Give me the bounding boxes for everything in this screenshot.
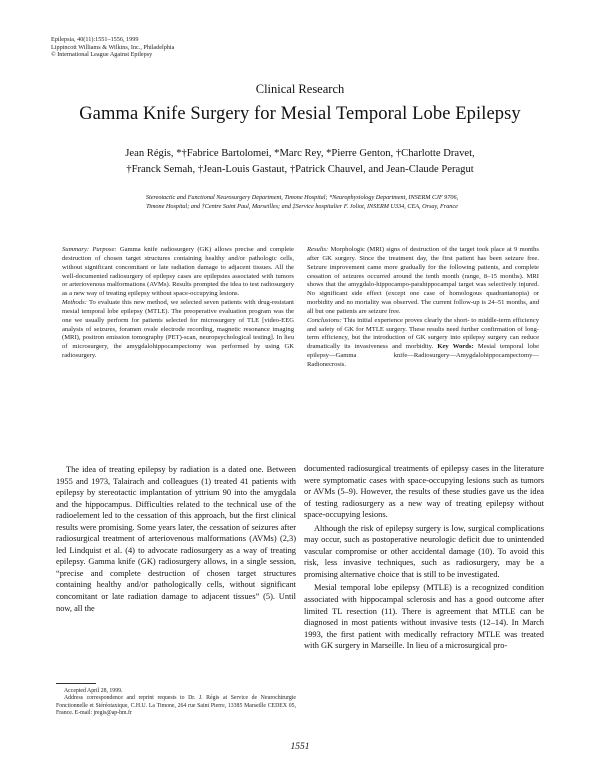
keywords-text: Mesial temporal lobe epilepsy—Gamma knife—Radiosurgery—Amygdalohippocampectomy—Radionecrosis. (307, 343, 539, 368)
affiliation-line: Stereotactic and Functional Neurosurgery Department, Timone Hospital; *Neurophysiology Department, INSERM CJF 9706, (145, 194, 459, 201)
masthead-line: © International League Against Epilepsy (51, 51, 153, 59)
masthead-line: Epilepsia, 40(11):1551–1556, 1999 (51, 36, 139, 43)
body-left-column (56, 464, 296, 614)
abstract-text: To evaluate this new method, we selected seven patients with drug-resistant mesial temporal lobe epilepsy (MTLE). The preoperative evaluation program was the one we usually perform for patients selected for microsurgery of TLE [video-EEG analysis of seizures, foramen ovale electrode recording, magnetic resonance imaging (MRI), positron emission tomography (PET)-scan, neuropsychological testing]. In lieu of microsurgery, the amygdalohippocampectomy was performed by using GK radiosurgery. (62, 299, 294, 360)
body-right-column (304, 463, 544, 652)
abstract-text: This initial experience proves clearly the short- to middle-term efficiency and safety of GK for MTLE surgery. These results need further confirmation of long-term efficiency, but the introduction of GK surgery into epilepsy surgery can reduce dramatically its invasiveness and morbidity. (307, 316, 539, 351)
body-paragraph: Mesial temporal lobe epilepsy (MTLE) is a recognized condition associated with hippocampal sclerosis and has a good outcome after limited TL resection (11). There is agreement that MTLE can be diagnosed in most patients without invasive tests (12–14). In March 1993, the first patient with medically refractory MTLE was treated with GK surgery in Marseille. In lieu of a microsurgical pro- (304, 583, 544, 651)
footnote-divider (56, 683, 96, 684)
abstract-text: Morphologic (MRI) signs of destruction of the target took place at 9 months after GK surgery. Since the treatment day, the first patient has been seizure free. Seizure improvement came more gradually for the following patients, and complete cessation of seizures occurred around the tenth month (range, 8–15 months). MRI shows that the amygdalo-hippocampo-parahippocampal target was selectively injured. No significant side effect (except one case of homologous quadrantanopia) or morbidity and no mortality was observed. The current follow-up is 24–51 months, and all but one patients are seizure free. (307, 246, 539, 315)
abstract-right-column (307, 246, 539, 370)
abstract-label: Conclusions: (307, 316, 342, 324)
page-number: 1551 (290, 742, 310, 752)
abstract-label: Results: (307, 246, 329, 253)
abstract-label: Summary: Purpose: (62, 246, 117, 253)
article-title: Gamma Knife Surgery for Mesial Temporal Lobe Epilepsy (79, 104, 521, 124)
keywords-label: Key Words: (437, 343, 474, 351)
author-line: Jean Régis, *†Fabrice Bartolomei, *Marc Rey, *Pierre Genton, †Charlotte Dravet, (125, 148, 475, 159)
body-paragraph: Although the risk of epilepsy surgery is low, surgical complications may occur, such as postoperative neurologic deficit due to unintended vascular compromise or other accidental damage (10). To avoid this risk, less invasive techniques, such as radiosurgery, may be a promising alternative choice that is still to be investigated. (304, 523, 544, 579)
body-paragraph: The idea of treating epilepsy by radiation is a dated one. Between 1955 and 1973, Talairach and colleagues (1) treated 41 patients with epilepsy by stereotactic implantation of yttrium 90 into the amygdala and the hippocampus. Difficulties related to the technical use of the radioelement led to the cessation of this approach, but the first clinical results were promising. Some years later, the cessation of seizures after radiosurgical treatment of arteriovenous malformations (AVMs) (2,3) led Lindquist et al. (4) to advocate radiosurgery as a way of treating epilepsy. Gamma knife (GK) radiosurgery allows, in a single session, “precise and complete destruction of chosen target structures containing healthy and/or pathologically cells, without significant concomitant or late radiation damage to adjacent tissues” (5). Until now, all the (56, 465, 296, 613)
affiliations (52, 193, 552, 212)
abstract-text: Gamma knife radiosurgery (GK) allows precise and complete destruction of chosen target structures containing healthy and/or pathologic cells, without significant concomitant or late radiation damage to adjacent tissues. All the well-documented radiosurgery of epilepsy cases are epilepsies associated with tumors or arteriovenous malformations (AVMs). Results prompted the idea to test radiosurgery as a new way of treating epilepsy without space-occupying lesions. (62, 246, 294, 298)
footnotes (56, 688, 296, 718)
footnote: Accepted April 28, 1999. (64, 688, 123, 694)
abstract-left-column (62, 246, 294, 361)
author-line: †Franck Semah, †Jean-Louis Gastaut, †Patrick Chauvel, and Jean-Claude Peragut (126, 164, 474, 175)
journal-masthead (51, 36, 174, 59)
author-list (60, 146, 540, 178)
affiliation-line: Timone Hospital; and †Centre Saint Paul, Marseilles; and ‡Service hospitalier F. Joliot, INSERM U334, CEA, Orsay, France (146, 203, 458, 211)
abstract-label: Methods: (62, 299, 87, 307)
footnote: Address correspondence and reprint requests to Dr. J. Régis at Service de Neurochirurgie Fonctionnelle et Stéréotaxique, C.H.U. La Timone, 264 rue Saint Pierre, 13385 Marseille CEDEX 05, France. E-mail: jregis@ap-hm.fr (56, 695, 296, 717)
section-heading: Clinical Research (255, 82, 345, 96)
body-paragraph: documented radiosurgical treatments of epilepsy cases in the literature were symptomatic cases with space-occupying lesions such as tumors or AVMs (5–9). However, the results of these studies gave us the idea of testing radiosurgery as a new way of treating epilepsy without space-occupying lesions. (304, 464, 544, 520)
masthead-line: Lippincott Williams & Wilkins, Inc., Philadelphia (51, 43, 175, 51)
